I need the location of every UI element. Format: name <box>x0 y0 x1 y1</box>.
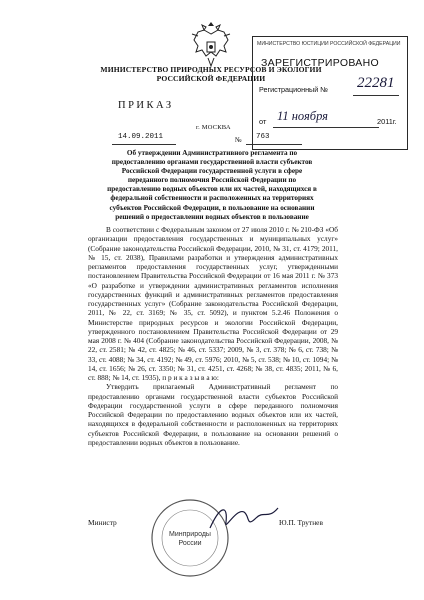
order-number: 763 <box>256 133 270 141</box>
stamp-reg-date: 11 ноября <box>277 109 328 123</box>
number-sign: № <box>235 136 242 144</box>
document-title: Об утверждении Административного регламента по предоставлению органами государственной власти субъектов Российской Федерации государственной услуги в сфере переданного полномочия Российской Федерации по предоставлению водных объектов или их частей, находящихся в федеральной собственности и расположенных на территориях субъектов Российской Федерации, в пользование на основании решений о предоставлении водных объектов в пользование <box>107 149 317 221</box>
ministry-name: МИНИСТЕРСТВО ПРИРОДНЫХ РЕСУРСОВ И ЭКОЛОГИИ РОССИЙСКОЙ ФЕДЕРАЦИИ <box>100 65 322 83</box>
date-underline <box>112 144 176 145</box>
stamp-reg-label: Регистрационный № <box>259 85 328 94</box>
registration-stamp <box>252 36 408 150</box>
signatory-position: Министр <box>88 518 117 527</box>
stamp-from-label: от <box>259 117 267 126</box>
seal-label: Минприроды <box>169 531 211 538</box>
document-type: ПРИКАЗ <box>118 100 174 111</box>
city: г. МОСКВА <box>196 124 231 131</box>
stamp-reg-underline <box>353 95 399 96</box>
stamp-ministry-line: МИНИСТЕРСТВО ЮСТИЦИИ РОССИЙСКОЙ ФЕДЕРАЦИИ <box>257 41 401 47</box>
order-date: 14.09.2011 <box>118 133 164 141</box>
seal-label-2: России <box>178 540 202 547</box>
signatory-name: Ю.П. Трутнев <box>279 518 323 527</box>
stamp-title: ЗАРЕГИСТРИРОВАНО <box>261 57 379 69</box>
body-paragraph-approve: Утвердить прилагаемый Административный регламент по предоставлению органами государственной власти субъектов Российской Федерации государственной услуги в сфере переданного полномочия Российской Федерации по предоставлению водных объектов или их частей, находящихся в федеральной собственности и расположенных на территориях субъектов Российской Федерации, в пользование на основании решений о предоставлении водных объектов в пользование. <box>88 382 338 447</box>
body-paragraph-preamble: В соответствии с Федеральным законом от 27 июля 2010 г. № 210-ФЗ «Об организации предоставления государственных и муниципальных услуг» (Собрание законодательства Российской Федерации, 2010, № 31, ст. 4179; 2011, № 15, ст. 2038), Правилами разработки и утверждения административных регламентов предоставления государственных услуг, утвержденными постановлением Правительства Российской Федерации от 16 мая 2011 г. № 373 «О разработке и утверждении административных регламентов исполнения государственных функций и административных регламентов предоставления государственных услуг» (Собрание законодательства Российской Федерации, 2011, № 22, ст. 3169; № 35, ст. 5092), и пунктом 5.2.46 Положения о Министерстве природных ресурсов и экологии Российской Федерации, утвержденного постановлением Правительства Российской Федерации от 29 мая 2008 г. № 404 (Собрание законодательства Российской Федерации, 2008, № 22, ст. 2581; № 42, ст. 4825; № 46, ст. 5337; 2009, № 3, ст. 378; № 6, ст. 738; № 33, ст. 4088; № 34, ст. 4192; № 49, ст. 5976; 2010, № 5, ст. 538; № 10, ст. 1094; № 14, ст. 1656; № 26, ст. 3350; № 31, ст. 4251, ст. 4268; № 38, ст. 4835; 2011, № 6, ст. 888; № 14, ст. 1935), п р и к а з ы в а ю: <box>88 225 338 382</box>
document-body <box>88 225 338 447</box>
stamp-year: 2011г. <box>377 117 397 126</box>
stamp-reg-number: 22281 <box>357 75 395 91</box>
stamp-date-underline <box>273 127 379 128</box>
handwritten-signature-icon <box>206 498 282 538</box>
